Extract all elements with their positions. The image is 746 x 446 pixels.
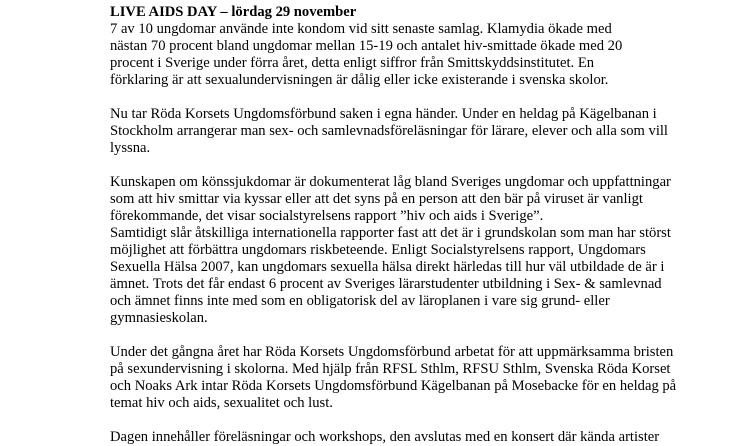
text-line: Sexuella Hälsa 2007, kan ungdomars sexuella hälsa direkt härledas till hur väl utbildade de är i (110, 259, 665, 275)
document-page (110, 4, 677, 446)
paragraph-intro (110, 21, 650, 89)
text-line: Under det gångna året har Röda Korsets Ungdomsförbund arbetat för att uppmärksamma bristen (110, 344, 674, 360)
text-line: ämnet. Trots det får endast 6 procent av Sveriges lärarstudenter utbildning i Sex- & samlevnad (110, 276, 662, 292)
text-line: temat hiv och aids, sexualitet och lust. (110, 395, 333, 411)
paragraph-knowledge (110, 174, 671, 327)
text-line: 7 av 10 ungdomar använde inte kondom vid sitt senaste samlag. Klamydia ökade med (110, 21, 612, 37)
paragraph-gap (110, 412, 650, 429)
paragraph-gap (110, 327, 650, 344)
text-line: möjlighet att förbättra ungdomars riskbeteende. Enligt Socialstyrelsens rapport, Ungdomars (110, 242, 646, 258)
paragraph-year (110, 344, 677, 412)
text-line: förklaring är att sexualundervisningen är dålig eller icke existerande i svenska skolor. (110, 72, 609, 88)
text-line: Nu tar Röda Korsets Ungdomsförbund saken i egna händer. Under en heldag på Kägelbanan i (110, 106, 657, 122)
text-line: och Noaks Ark intar Röda Korsets Ungdomsförbund Kägelbanan på Mosebacke för en heldag på (110, 378, 677, 394)
paragraph-event (110, 106, 668, 157)
text-line: nästan 70 procent bland ungdomar mellan 15-19 och antalet hiv-smittade ökade med 20 (110, 38, 623, 54)
document-heading: LIVE AIDS DAY – lördag 29 november (110, 4, 357, 20)
text-line: Dagen innehåller föreläsningar och workshops, den avslutas med en konsert där kända artister (110, 429, 660, 445)
text-line: och ämnet finns inte med som en obligatorisk del av läroplanen i vare sig grund- eller (110, 293, 610, 309)
paragraph-gap (110, 89, 650, 106)
text-line: procent i Sverige under förra året, detta enligt siffror från Smittskyddsinstitutet. En (110, 55, 595, 71)
text-line: som att hiv smittar via kyssar eller att det syns på en person att den bär på viruset är vanligt (110, 191, 643, 207)
text-line: Samtidigt slår åtskilliga internationella rapporter fast att det är i grundskolan som man har störst (110, 225, 671, 241)
paragraph-gap (110, 157, 650, 174)
text-line: Kunskapen om könssjukdomar är dokumenterat låg bland Sveriges ungdomar och uppfattningar (110, 174, 671, 190)
paragraph-program (110, 429, 660, 446)
text-line: Stockholm arrangerar man sex- och samlevnadsföreläsningar för lärare, elever och alla som vill (110, 123, 668, 139)
text-line: gymnasieskolan. (110, 310, 208, 326)
text-line: förekommande, det visar socialstyrelsens rapport ”hiv och aids i Sverige”. (110, 208, 544, 224)
text-line: på sexundervisning i skolorna. Med hjälp från RFSL Sthlm, RFSU Sthlm, Svenska Röda Korset (110, 361, 671, 377)
text-line: lyssna. (110, 140, 151, 156)
